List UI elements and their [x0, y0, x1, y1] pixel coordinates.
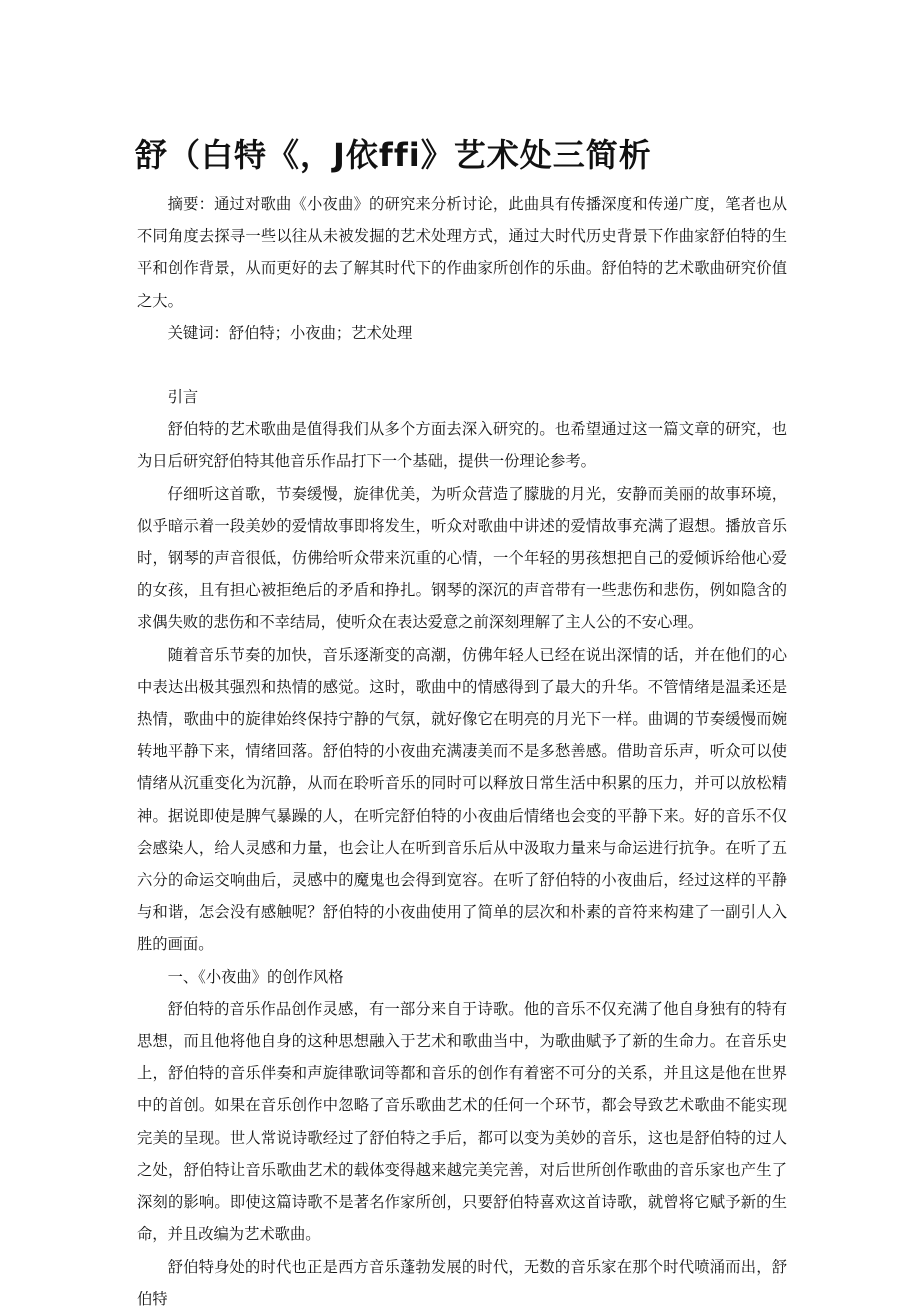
intro-heading: 引言 [167, 388, 199, 407]
section-heading: 一、《小夜曲》的创作风格 [167, 967, 344, 986]
body-paragraph: 舒伯特的艺术歌曲是值得我们从多个方面去深入研究的。也希望通过这一篇文章的研究，也为日后研究舒伯特其他音乐作品打下一个基础，提供一份理论参考。 [137, 420, 787, 471]
body-paragraph: 舒伯特身处的时代也正是西方音乐蓬勃发展的时代，无数的音乐家在那个时代喷涌而出，舒伯特 [137, 1257, 787, 1308]
page-title: 舒（白特《，J依ffi》艺术处三简析 [135, 136, 652, 174]
body-paragraph: 随着音乐节奏的加快，音乐逐渐变的高潮，仿佛年轻人已经在说出深情的话，并在他们的心中表达出极其强烈和热情的感觉。这时，歌曲中的情感得到了最大的升华。不管情绪是温柔还是热情，歌曲中的旋律始终保持宁静的气氛，就好像它在明亮的月光下一样。曲调的节奏缓慢而婉转地平静下来，情绪回落。舒伯特的小夜曲充满凄美而不是多愁善感。借助音乐声，听众可以使情绪从沉重变化为沉静，从而在聆听音乐的同时可以释放日常生活中积累的压力，并可以放松精神。据说即使是脾气暴躁的人，在听完舒伯特的小夜曲后情绪也会变的平静下来。好的音乐不仅会感染人，给人灵感和力量，也会让人在听到音乐后从中汲取力量来与命运进行抗争。在听了五六分的命运交响曲后，灵感中的魔鬼也会得到宽容。在听了舒伯特的小夜曲后，经过这样的平静与和谐，怎会没有感触呢？舒伯特的小夜曲使用了简单的层次和朴素的音符来构建了一副引人入胜的画面。 [137, 645, 787, 954]
body-paragraph: 舒伯特的音乐作品创作灵感，有一部分来自于诗歌。他的音乐不仅充满了他自身独有的特有思想，而且他将他自身的这种思想融入于艺术和歌曲当中，为歌曲赋予了新的生命力。在音乐史上，舒伯特的音乐伴奏和声旋律歌词等都和音乐的创作有着密不可分的关系，并且这是他在世界中的首创。如果在音乐创作中忽略了音乐歌曲艺术的任何一个环节，都会导致艺术歌曲不能实现完美的呈现。世人常说诗歌经过了舒伯特之手后，都可以变为美妙的音乐，这也是舒伯特的过人之处，舒伯特让音乐歌曲艺术的载体变得越来越完美完善，对后世所创作歌曲的音乐家也产生了深刻的影响。即使这篇诗歌不是著名作家所创，只要舒伯特喜欢这首诗歌，就曾将它赋予新的生命，并且改编为艺术歌曲。 [137, 999, 787, 1244]
body-paragraph: 仔细听这首歌，节奏缓慢，旋律优美，为听众营造了朦胧的月光，安静而美丽的故事环境，似乎暗示着一段美妙的爱情故事即将发生，听众对歌曲中讲述的爱情故事充满了遐想。播放音乐时，钢琴的声音很低，仿佛给听众带来沉重的心情，一个年轻的男孩想把自己的爱倾诉给他心爱的女孩，且有担心被拒绝后的矛盾和挣扎。钢琴的深沉的声音带有一些悲伤和悲伤，例如隐含的求偶失败的悲伤和不幸结局，使听众在表达爱意之前深刻理解了主人公的不安心理。 [137, 484, 787, 632]
keywords-line: 关键词：舒伯特；小夜曲；艺术处理 [167, 323, 413, 342]
abstract-paragraph: 摘要：通过对歌曲《小夜曲》的研究来分析讨论，此曲具有传播深度和传递广度，笔者也从不同角度去探寻一些以往从未被发掘的艺术处理方式，通过大时代历史背景下作曲家舒伯特的生平和创作背景，从而更好的去了解其时代下的作曲家所创作的乐曲。舒伯特的艺术歌曲研究价值之大。 [137, 195, 787, 310]
document-body [137, 188, 787, 1315]
